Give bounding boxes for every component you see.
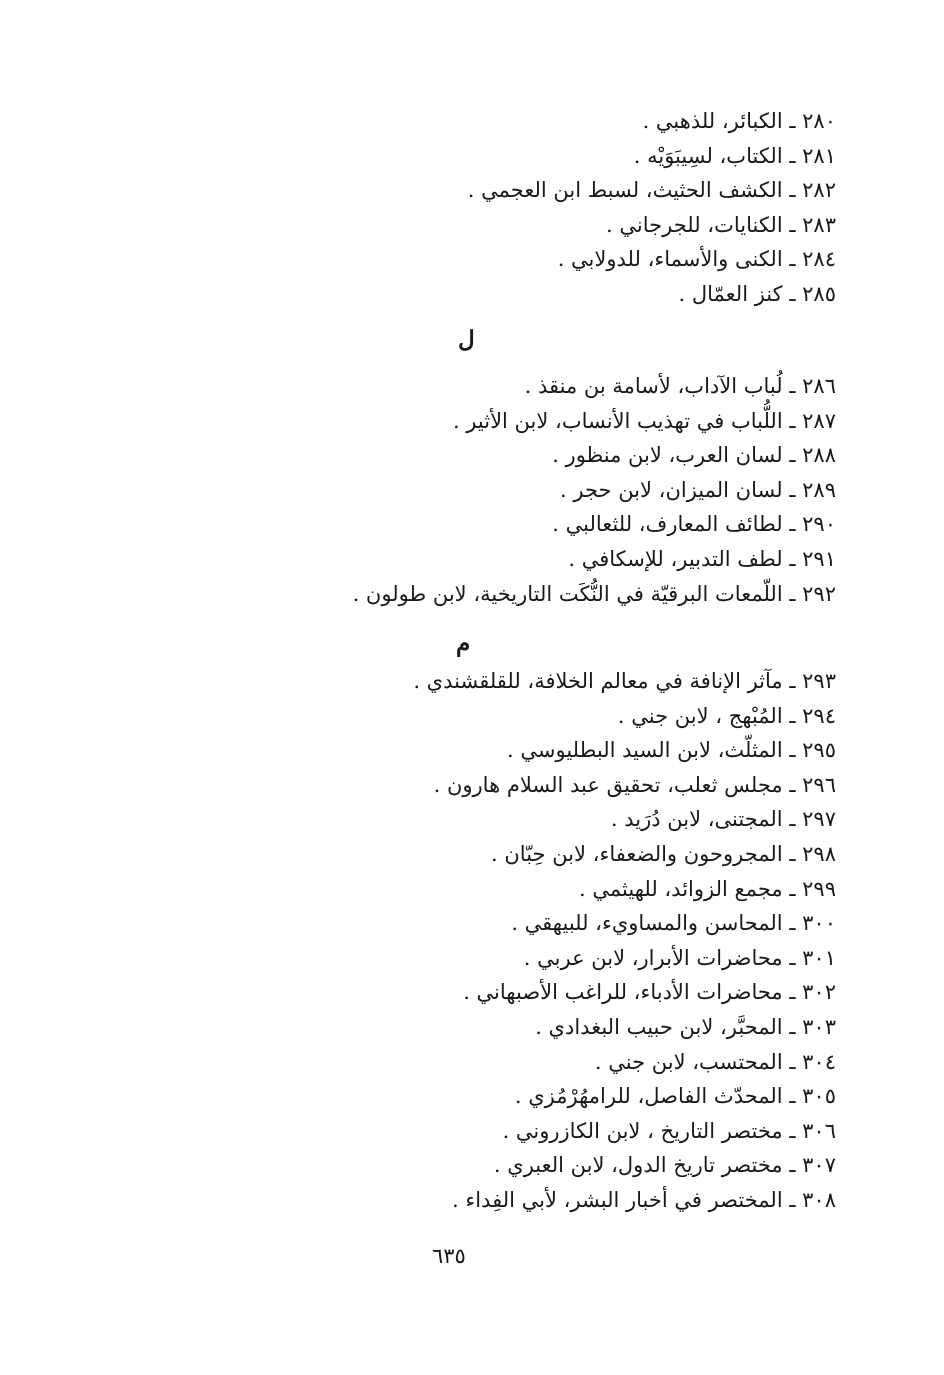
list-item: ٣٠٦ ـ مختصر التاريخ ، لابن الكازروني . <box>502 1118 836 1143</box>
list-item: ٢٩١ ـ لطف التدبير، للإسكافي . <box>568 546 836 571</box>
list-item: ٢٨٥ ـ كنز العمّال . <box>678 281 836 306</box>
list-item: ٢٩٧ ـ المجتنى، لابن دُرَيد . <box>610 807 836 832</box>
list-item: ٣٠٥ ـ المحدّث الفاصل، للرامهُرْمُزي . <box>514 1084 836 1109</box>
list-item: ٢٩٣ ـ مآثر الإنافة في معالم الخلافة، للقلقشندي . <box>413 669 836 693</box>
list-item: ٢٨٩ ـ لسان الميزان، لابن حجر . <box>560 477 836 502</box>
list-item: ٢٩٤ ـ المُبْهج ، لابن جني . <box>617 703 836 728</box>
section-letter-mim: م <box>456 630 471 657</box>
page-number: ٦٣٥ <box>432 1244 466 1268</box>
list-item: ٣٠٨ ـ المختصر في أخبار البشر، لأبي الفِداء . <box>452 1187 836 1212</box>
entry-list-lam <box>353 369 836 611</box>
list-item: ٢٨٣ ـ الكنايات، للجرجاني . <box>606 212 836 237</box>
list-item: ٢٨٤ ـ الكنى والأسماء، للدولابي . <box>557 247 836 272</box>
list-item: ٢٨٠ ـ الكبائر، للذهبي . <box>642 109 836 133</box>
list-item: ٢٩٩ ـ مجمع الزوائد، للهيثمي . <box>579 876 836 901</box>
list-item: ٢٩٥ ـ المثلّث، لابن السيد البطليوسي . <box>507 738 836 763</box>
list-item: ٢٨٧ ـ اللُّباب في تهذيب الأنساب، لابن الأثير . <box>452 408 836 433</box>
list-item: ٢٩٢ ـ اللّمعات البرقيّة في النُّكَت التاريخية، لابن طولون . <box>352 581 836 606</box>
section-letter-lam: ل <box>458 326 475 353</box>
list-item: ٣٠٣ ـ المحبَّر، لابن حبيب البغدادي . <box>535 1014 836 1039</box>
list-item: ٢٩٠ ـ لطائف المعارف، للثعالبي . <box>552 512 836 537</box>
list-item: ٢٨٨ ـ لسان العرب، لابن منظور . <box>552 443 836 468</box>
list-item: ٣٠٠ ـ المحاسن والمساويء، للبيهقي . <box>511 911 836 936</box>
list-item: ٢٨٢ ـ الكشف الحثيث، لسبط ابن العجمي . <box>467 178 836 203</box>
list-item: ٣٠٧ ـ مختصر تاريخ الدول، لابن العبري . <box>493 1153 836 1178</box>
list-item: ٣٠٢ ـ محاضرات الأدباء، للراغب الأصبهاني . <box>463 980 836 1005</box>
list-item: ٢٨١ ـ الكتاب، لسِيبَوَيْه . <box>633 143 836 168</box>
list-item: ٢٩٦ ـ مجلس ثعلب، تحقيق عبد السلام هارون . <box>433 772 836 797</box>
list-item: ٣٠٤ ـ المحتسب، لابن جني . <box>594 1049 836 1074</box>
entry-list-kaf <box>468 104 836 312</box>
list-item: ٣٠١ ـ محاضرات الأبرار، لابن عربي . <box>523 945 836 970</box>
list-item: ٢٩٨ ـ المجروحون والضعفاء، لابن حِبّان . <box>491 841 836 866</box>
list-item: ٢٨٦ ـ لُباب الآداب، لأسامة بن منقذ . <box>524 374 836 398</box>
entry-list-mim <box>413 664 836 1218</box>
